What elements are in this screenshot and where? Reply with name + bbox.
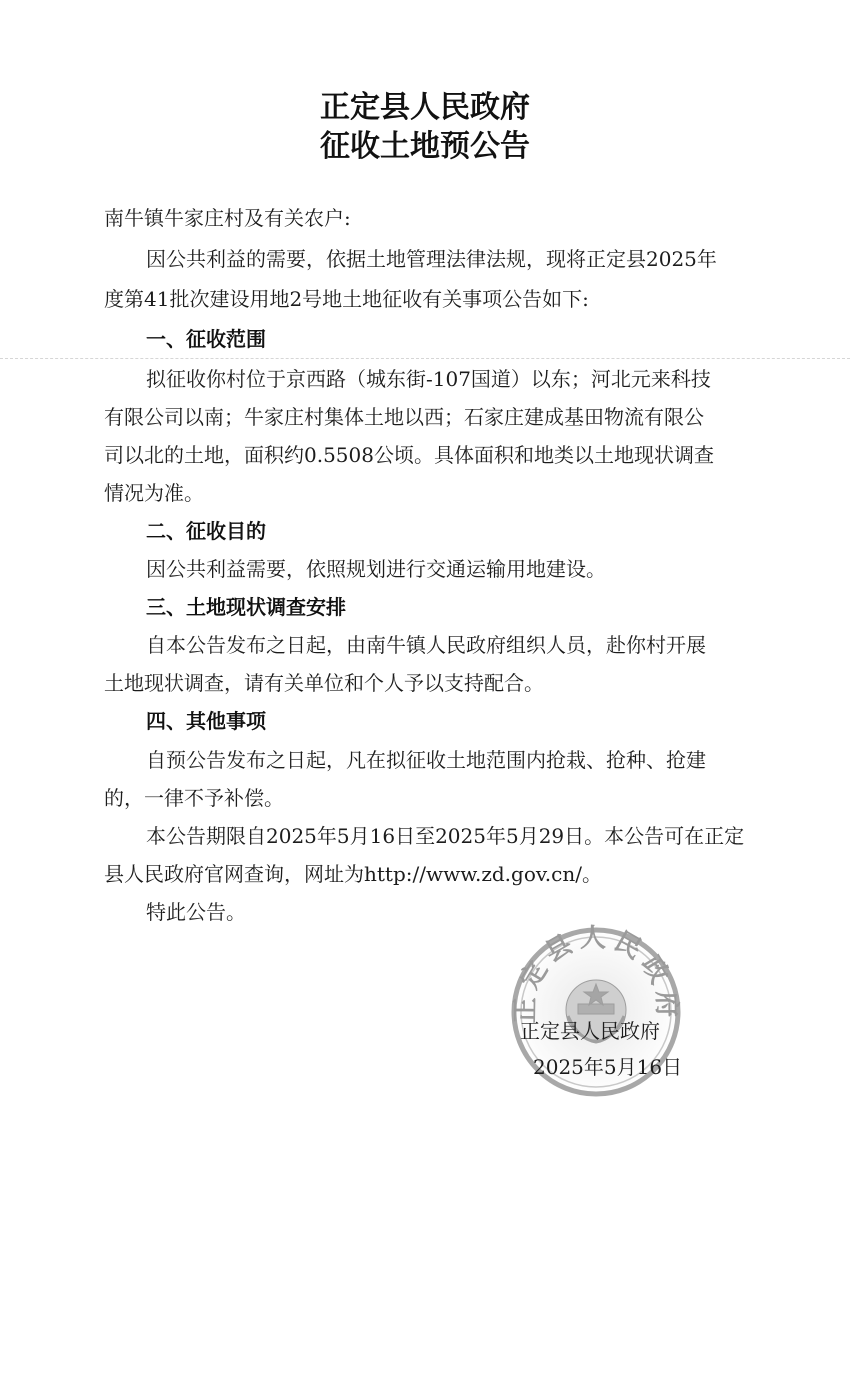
section-heading-survey: 三、土地现状调查安排 (146, 595, 346, 619)
section-line: 司以北的土地，面积约0.5508公顷。具体面积和地类以土地现状调查 (104, 443, 714, 467)
period-line: 本公告期限自2025年5月16日至2025年5月29日。本公告可在正定 (146, 824, 745, 848)
intro-line: 因公共利益的需要，依据土地管理法律法规，现将正定县2025年 (146, 247, 717, 271)
seal-text: 正定县人民政府 (510, 924, 682, 1024)
section-line: 情况为准。 (104, 481, 204, 505)
scan-fold-line (0, 358, 850, 359)
section-line: 因公共利益需要，依照规划进行交通运输用地建设。 (146, 557, 606, 581)
intro-line: 度第41批次建设用地2号地土地征收有关事项公告如下: (104, 287, 589, 311)
section-line: 土地现状调查，请有关单位和个人予以支持配合。 (104, 671, 544, 695)
section-line: 有限公司以南；牛家庄村集体土地以西；石家庄建成基田物流有限公 (104, 405, 704, 429)
signature-date: 2025年5月16日 (533, 1055, 683, 1079)
section-heading-purpose: 二、征收目的 (146, 519, 266, 543)
salutation: 南牛镇牛家庄村及有关农户: (104, 206, 351, 230)
section-line: 拟征收你村位于京西路（城东街-107国道）以东；河北元来科技 (146, 367, 711, 391)
section-line: 的，一律不予补偿。 (104, 786, 284, 810)
title-issuer: 正定县人民政府 (320, 90, 530, 125)
signature-issuer: 正定县人民政府 (520, 1019, 660, 1043)
closing-text: 特此公告。 (146, 900, 246, 924)
title-notice: 征收土地预公告 (320, 129, 530, 164)
section-heading-other: 四、其他事项 (146, 709, 266, 733)
section-line: 自预公告发布之日起，凡在拟征收土地范围内抢栽、抢种、抢建 (146, 748, 706, 772)
period-line: 县人民政府官网查询，网址为http://www.zd.gov.cn/。 (104, 862, 602, 886)
section-heading-scope: 一、征收范围 (146, 327, 266, 351)
section-line: 自本公告发布之日起，由南牛镇人民政府组织人员，赴你村开展 (146, 633, 706, 657)
